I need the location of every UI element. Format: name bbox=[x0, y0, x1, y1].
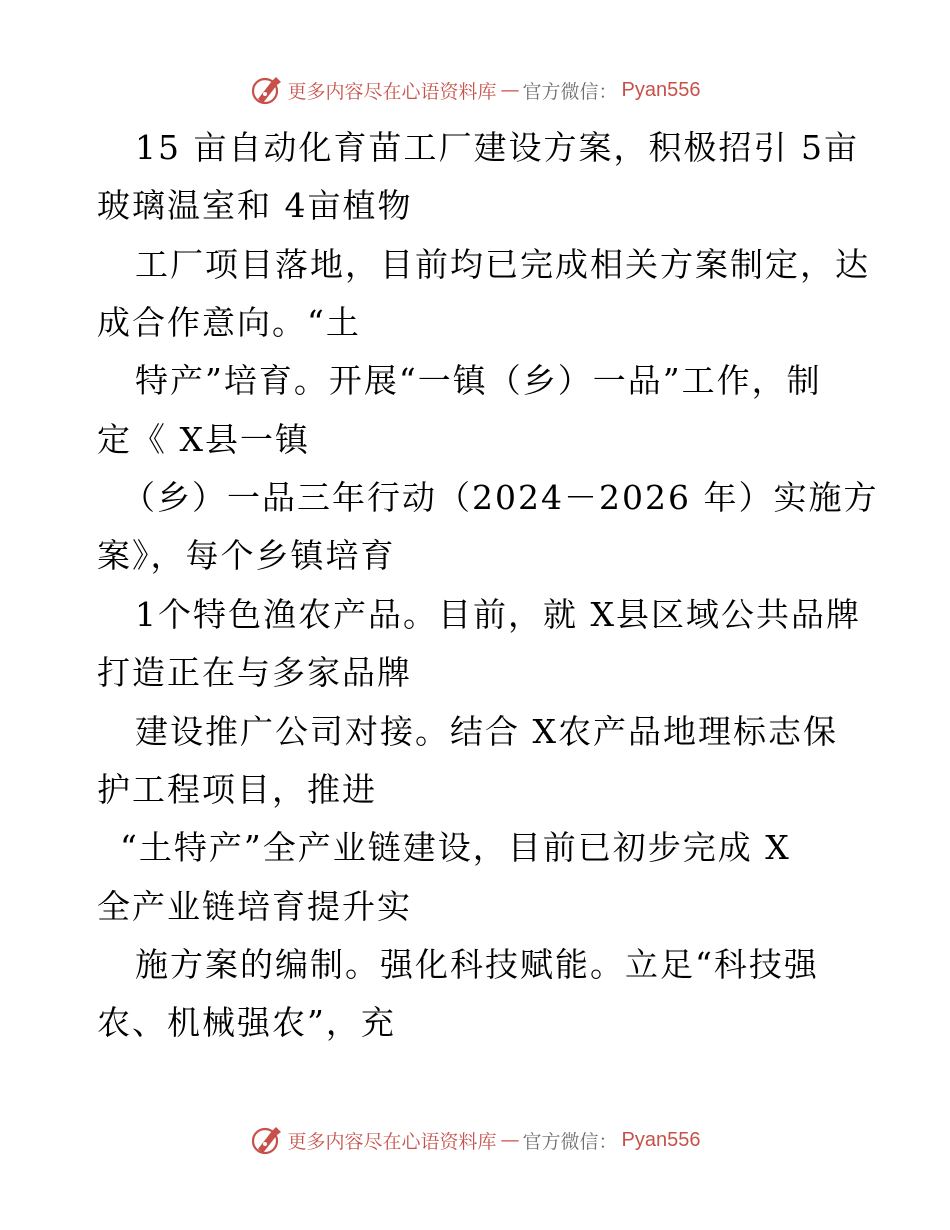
body-line: 成合作意向。“土 bbox=[97, 303, 361, 342]
watermark-main-text: 更多内容尽在心语资料库 bbox=[287, 1130, 497, 1153]
body-line: 建设推广公司对接。结合 X农产品地理标志保 bbox=[135, 712, 838, 751]
watermark-wechat-label: 官方微信： bbox=[522, 80, 618, 103]
body-line: 15 亩自动化育苗工厂建设方案，积极招引 5亩 bbox=[135, 128, 859, 167]
watermark-wechat-id: Pyan556 bbox=[621, 78, 701, 101]
body-line: 护工程项目，推进 bbox=[97, 770, 377, 809]
body-line: 定《 X县一镇 bbox=[97, 420, 310, 459]
pen-nib-logo-icon bbox=[250, 73, 284, 107]
body-line: 特产”培育。开展“一镇（乡）一品”工作，制 bbox=[135, 361, 822, 400]
header-watermark-banner bbox=[0, 70, 950, 110]
watermark-wechat-label: 官方微信： bbox=[522, 1130, 618, 1153]
watermark-main-text: 更多内容尽在心语资料库 bbox=[287, 80, 497, 103]
body-line: 全产业链培育提升实 bbox=[97, 887, 412, 926]
watermark-dash: — bbox=[500, 79, 519, 101]
watermark-content bbox=[250, 1123, 701, 1157]
body-line: 农、机械强农”，充 bbox=[97, 1003, 396, 1042]
body-line: 施方案的编制。强化科技赋能。立足“科技强 bbox=[135, 945, 819, 984]
watermark-wechat-id: Pyan556 bbox=[621, 1128, 701, 1151]
body-line: “土特产”全产业链建设，目前已初步完成 X bbox=[120, 828, 791, 867]
watermark-content bbox=[250, 73, 701, 107]
body-line: 1个特色渔农产品。目前，就 X县区域公共品牌 bbox=[135, 595, 861, 634]
body-line: （乡）一品三年行动（2024－2026 年）实施方 bbox=[122, 478, 879, 517]
pen-nib-logo-icon bbox=[250, 1123, 284, 1157]
watermark-dash: — bbox=[500, 1129, 519, 1151]
body-line: 玻璃温室和 4亩植物 bbox=[97, 186, 413, 225]
body-line: 案》，每个乡镇培育 bbox=[97, 536, 396, 575]
body-line: 工厂项目落地，目前均已完成相关方案制定，达 bbox=[135, 245, 870, 284]
footer-watermark-banner bbox=[0, 1120, 950, 1160]
body-line: 打造正在与多家品牌 bbox=[97, 653, 412, 692]
